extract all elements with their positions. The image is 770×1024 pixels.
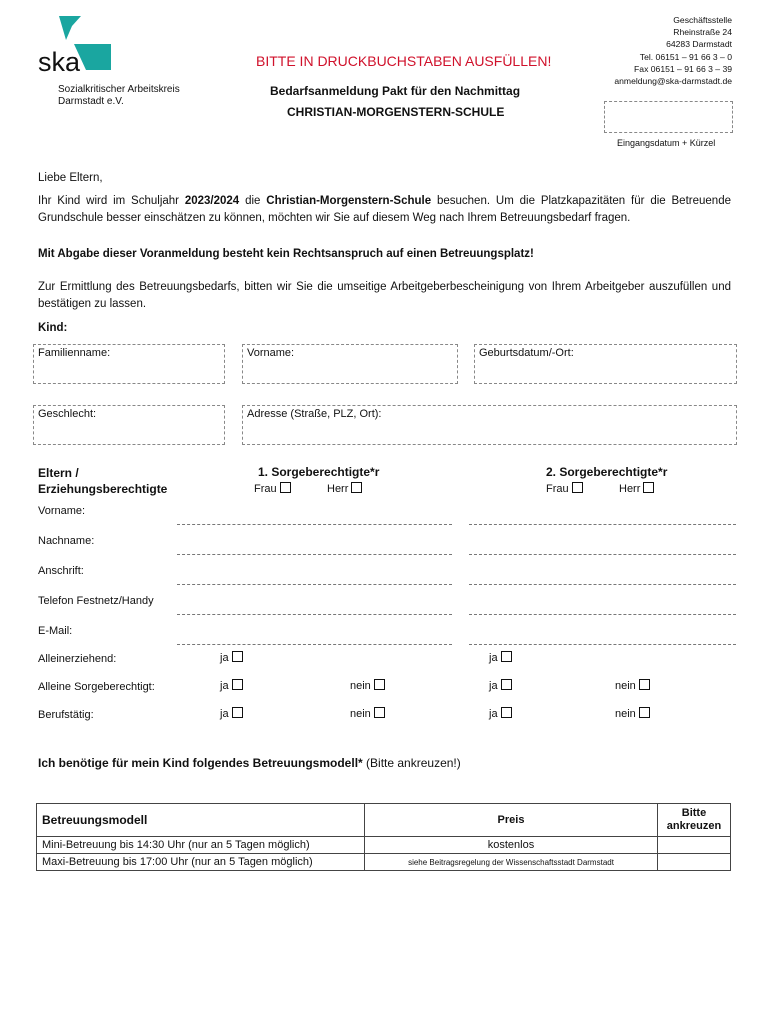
option-label: nein xyxy=(350,680,371,692)
office-address xyxy=(614,14,732,87)
ska-logo xyxy=(38,14,118,76)
geburtsdatum-field[interactable] xyxy=(474,344,737,384)
parent1-herr[interactable] xyxy=(327,482,362,495)
parents-heading-line: Eltern / xyxy=(38,466,79,480)
model-question-bold: Ich benötige für mein Kind folgendes Betreuungsmodell* xyxy=(38,756,363,770)
intro-text: besuchen. Um die Platzkapazitäten für die Betreuende Grundschule besser einschätzen zu können, möchten wir Sie auf diesem Weg nach Ihrem Betreuungsbedarf fragen. xyxy=(38,195,731,224)
option-label: ja xyxy=(489,680,498,692)
address-line: 64283 Darmstadt xyxy=(666,39,732,50)
p2-sorge-nein[interactable] xyxy=(615,679,650,692)
mini-betreuung-label: Mini-Betreuung bis 14:30 Uhr (nur an 5 Tagen möglich) xyxy=(37,837,365,854)
header-modell: Betreuungsmodell xyxy=(37,804,365,837)
p2-sorge-ja[interactable] xyxy=(489,679,512,692)
model-table xyxy=(36,803,731,871)
p1-beruf-nein[interactable] xyxy=(350,707,385,720)
option-label: nein xyxy=(615,680,636,692)
checkbox[interactable] xyxy=(643,482,654,493)
label-alleine-sorge: Alleine Sorgeberechtigt: xyxy=(38,681,155,693)
greeting: Liebe Eltern, xyxy=(38,172,103,184)
table-row xyxy=(37,837,731,854)
label-nachname: Nachname: xyxy=(38,535,95,547)
checkbox[interactable] xyxy=(639,679,650,690)
receipt-stamp-box[interactable] xyxy=(604,101,733,133)
p2-alleinerziehend-ja[interactable] xyxy=(489,651,512,664)
parent2-title: 2. Sorgeberechtigte*r xyxy=(546,465,668,479)
employer-paragraph: Zur Ermittlung des Betreuungsbedarfs, bitten wir Sie die umseitige Arbeitgeberbescheinigung von Ihrem Arbeitgeber auszufüllen und bestätigen zu lassen. xyxy=(38,281,731,310)
parent1-telefon-line[interactable] xyxy=(177,614,452,615)
label-alleinerziehend: Alleinerziehend: xyxy=(38,653,117,665)
table-row xyxy=(37,854,731,871)
address-line: Tel. 06151 – 91 66 3 – 0 xyxy=(639,51,732,62)
address-line: Geschäftsstelle xyxy=(673,15,732,25)
parent1-email-line[interactable] xyxy=(177,644,452,645)
option-label: nein xyxy=(350,708,371,720)
parent2-email-line[interactable] xyxy=(469,644,736,645)
field-label: Geburtsdatum/-Ort: xyxy=(479,347,574,359)
checkbox[interactable] xyxy=(572,482,583,493)
p1-sorge-nein[interactable] xyxy=(350,679,385,692)
child-heading: Kind: xyxy=(38,322,68,334)
field-label: Geschlecht: xyxy=(38,408,97,420)
intro-text: die xyxy=(239,195,267,207)
checkbox[interactable] xyxy=(374,679,385,690)
checkbox[interactable] xyxy=(232,679,243,690)
parent1-anschrift-line[interactable] xyxy=(177,584,452,585)
parents-heading-line: Erziehungsberechtigte xyxy=(38,482,168,496)
address-line: Rheinstraße 24 xyxy=(673,27,732,38)
header-preis: Preis xyxy=(365,804,658,837)
label-email: E-Mail: xyxy=(38,625,73,637)
option-label: ja xyxy=(489,652,498,664)
option-label: Frau xyxy=(254,483,277,495)
option-label: ja xyxy=(220,680,229,692)
parent2-telefon-line[interactable] xyxy=(469,614,736,615)
option-label: ja xyxy=(220,708,229,720)
field-label: Vorname: xyxy=(247,347,295,359)
school-title: CHRISTIAN-MORGENSTERN-SCHULE xyxy=(287,105,505,119)
label-telefon: Telefon Festnetz/Handy xyxy=(38,595,154,607)
adresse-field[interactable] xyxy=(242,405,737,445)
checkbox[interactable] xyxy=(501,679,512,690)
parent2-vorname-line[interactable] xyxy=(469,524,736,525)
checkbox[interactable] xyxy=(280,482,291,493)
receipt-stamp-label: Eingangsdatum + Kürzel xyxy=(617,138,716,148)
school-name: Christian-Morgenstern-Schule xyxy=(266,195,432,207)
table-header-row xyxy=(37,804,731,837)
checkbox[interactable] xyxy=(501,707,512,718)
label-vorname: Vorname: xyxy=(38,505,86,517)
checkbox[interactable] xyxy=(232,651,243,662)
parent2-herr[interactable] xyxy=(619,482,654,495)
organization-name xyxy=(58,84,180,108)
model-question xyxy=(38,756,461,770)
intro-paragraph xyxy=(38,193,731,227)
address-line: Fax 06151 – 91 66 3 – 39 xyxy=(634,63,732,74)
header-ankreuzen: Bitte ankreuzen xyxy=(658,804,731,837)
checkbox[interactable] xyxy=(232,707,243,718)
label-anschrift: Anschrift: xyxy=(38,565,84,577)
org-line-2: Darmstadt e.V. xyxy=(58,96,124,107)
p1-beruf-ja[interactable] xyxy=(220,707,243,720)
vorname-field[interactable] xyxy=(242,344,458,384)
school-year: 2023/2024 xyxy=(184,195,240,207)
parents-heading xyxy=(38,465,167,497)
mini-betreuung-check[interactable] xyxy=(658,837,731,854)
address-line: anmeldung@ska-darmstadt.de xyxy=(614,76,732,87)
checkbox[interactable] xyxy=(351,482,362,493)
label-berufstaetig: Berufstätig: xyxy=(38,709,94,721)
checkbox[interactable] xyxy=(501,651,512,662)
option-label: ja xyxy=(220,652,229,664)
mini-betreuung-price: kostenlos xyxy=(365,837,658,854)
intro-text: Ihr Kind wird im Schuljahr xyxy=(38,195,185,207)
form-title: Bedarfsanmeldung Pakt für den Nachmittag xyxy=(270,84,521,98)
geschlecht-field[interactable] xyxy=(33,405,225,445)
p2-beruf-ja[interactable] xyxy=(489,707,512,720)
logo-text: ska xyxy=(38,47,81,76)
option-label: Herr xyxy=(327,483,349,495)
p2-beruf-nein[interactable] xyxy=(615,707,650,720)
option-label: nein xyxy=(615,708,636,720)
no-entitlement-notice: Mit Abgabe dieser Voranmeldung besteht kein Rechtsanspruch auf einen Betreuungsplatz! xyxy=(38,248,534,260)
parent2-frau[interactable] xyxy=(546,482,583,495)
field-label: Familienname: xyxy=(38,347,111,359)
parent1-frau[interactable] xyxy=(254,482,291,495)
parent1-vorname-line[interactable] xyxy=(177,524,452,525)
model-question-rest: (Bitte ankreuzen!) xyxy=(362,756,461,770)
checkbox[interactable] xyxy=(374,707,385,718)
parent2-nachname-line[interactable] xyxy=(469,554,736,555)
parent1-title: 1. Sorgeberechtigte*r xyxy=(258,465,380,479)
parent1-nachname-line[interactable] xyxy=(177,554,452,555)
maxi-betreuung-label: Maxi-Betreuung bis 17:00 Uhr (nur an 5 Tagen möglich) xyxy=(37,854,365,871)
org-line-1: Sozialkritischer Arbeitskreis xyxy=(58,84,180,95)
field-label: Adresse (Straße, PLZ, Ort): xyxy=(247,408,382,420)
option-label: Herr xyxy=(619,483,641,495)
option-label: ja xyxy=(489,708,498,720)
checkbox[interactable] xyxy=(639,707,650,718)
familienname-field[interactable] xyxy=(33,344,225,384)
print-notice: BITTE IN DRUCKBUCHSTABEN AUSFÜLLEN! xyxy=(256,53,552,69)
parent2-anschrift-line[interactable] xyxy=(469,584,736,585)
p1-sorge-ja[interactable] xyxy=(220,679,243,692)
p1-alleinerziehend-ja[interactable] xyxy=(220,651,243,664)
maxi-betreuung-price: siehe Beitragsregelung der Wissenschaftsstadt Darmstadt xyxy=(365,854,658,871)
option-label: Frau xyxy=(546,483,569,495)
maxi-betreuung-check[interactable] xyxy=(658,854,731,871)
